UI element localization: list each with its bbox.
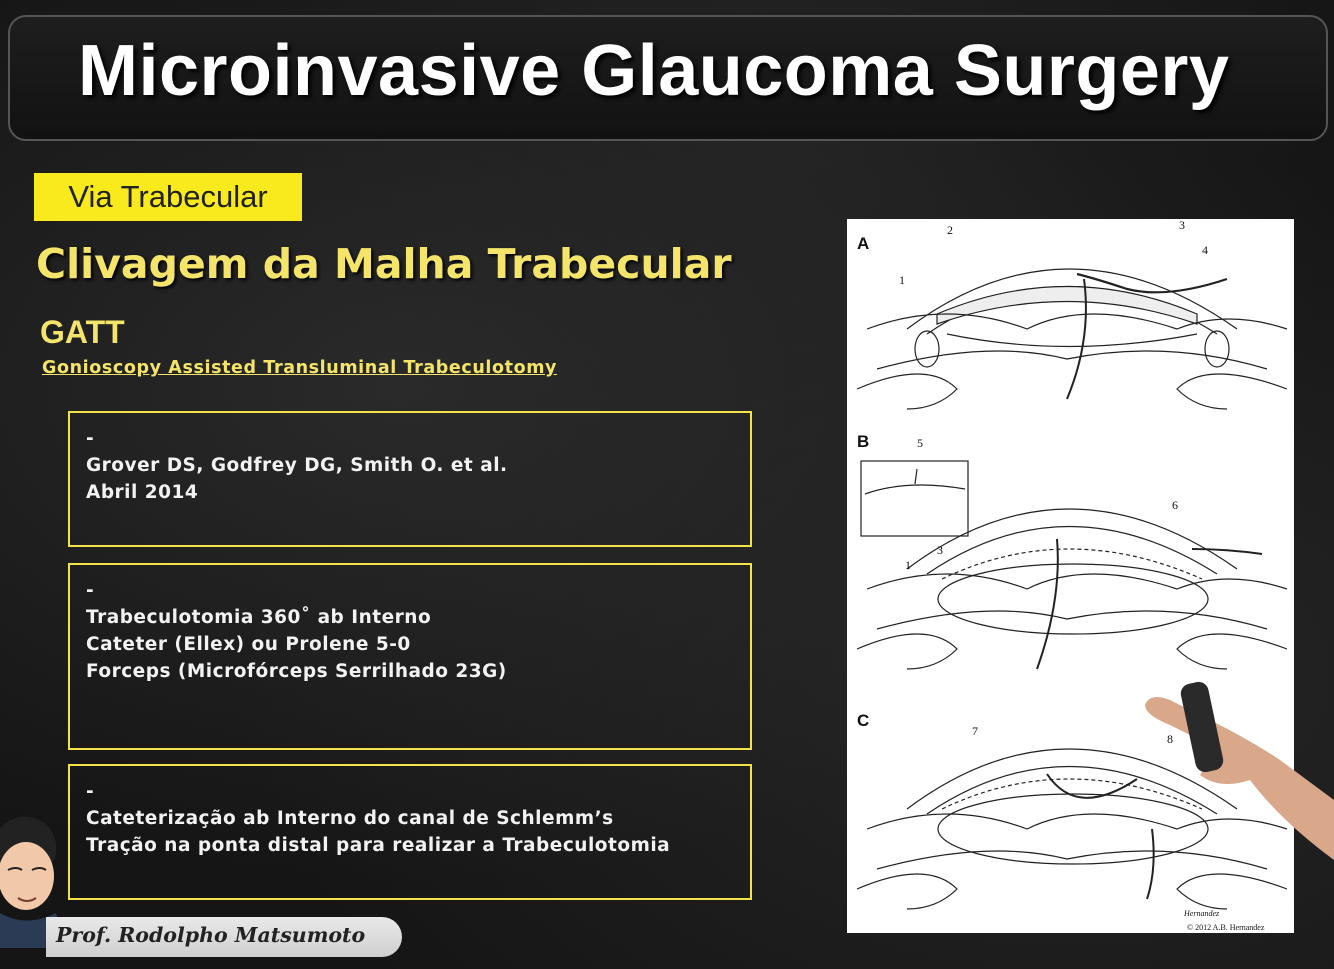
callout-b-6: 6 xyxy=(1172,498,1178,512)
box-line: Cateterização ab Interno do canal de Schlemm’s xyxy=(86,808,614,829)
callout-b-3: 3 xyxy=(937,543,943,557)
info-box-procedure xyxy=(68,764,752,900)
copyright-text: © 2012 A.B. Hernandez xyxy=(1187,923,1265,932)
slide-title: Microinvasive Glaucoma Surgery xyxy=(78,31,1230,111)
presenter-hand-with-pointer xyxy=(1130,680,1334,969)
callout-a-2: 2 xyxy=(947,223,953,237)
inset-box xyxy=(861,461,968,536)
box-line: Forceps (Microfórceps Serrilhado 23G) xyxy=(86,661,507,682)
box-line: Tração na ponta distal para realizar a Trabeculotomia xyxy=(86,835,671,856)
panel-b-drawing xyxy=(857,509,1287,669)
box-line: Abril 2014 xyxy=(86,482,199,503)
callout-a-3: 3 xyxy=(1179,219,1185,232)
callout-c-8: 8 xyxy=(1167,732,1173,746)
acronym-expansion: Gonioscopy Assisted Transluminal Trabeculotomy xyxy=(42,358,558,378)
section-tag: Via Trabecular xyxy=(34,173,302,221)
panel-label-b: B xyxy=(857,432,870,451)
inset-detail xyxy=(915,469,917,484)
bullet: - xyxy=(86,428,95,449)
artist-signature: Hernandez xyxy=(1184,909,1220,918)
callout-c-7: 7 xyxy=(972,724,978,738)
acronym-title: GATT xyxy=(40,314,125,350)
box-line: Cateter (Ellex) ou Prolene 5-0 xyxy=(86,634,411,655)
inset-detail xyxy=(865,485,965,494)
callout-b-1: 1 xyxy=(905,558,911,572)
callout-a-1: 1 xyxy=(899,273,905,287)
info-box-technique xyxy=(68,563,752,750)
presenter-name: Prof. Rodolpho Matsumoto xyxy=(56,923,366,947)
bullet: - xyxy=(86,781,95,802)
bullet: - xyxy=(86,580,95,601)
callout-b-5: 5 xyxy=(917,436,923,450)
panel-label-a: A xyxy=(857,234,870,253)
box-line: Grover DS, Godfrey DG, Smith O. et al. xyxy=(86,455,508,476)
panel-a-drawing xyxy=(857,269,1287,409)
info-box-reference xyxy=(68,411,752,547)
panel-label-c: C xyxy=(857,711,870,730)
callout-a-4: 4 xyxy=(1202,243,1208,257)
box-line: Trabeculotomia 360˚ ab Interno xyxy=(86,607,432,628)
section-heading: Clivagem da Malha Trabecular xyxy=(36,240,732,288)
